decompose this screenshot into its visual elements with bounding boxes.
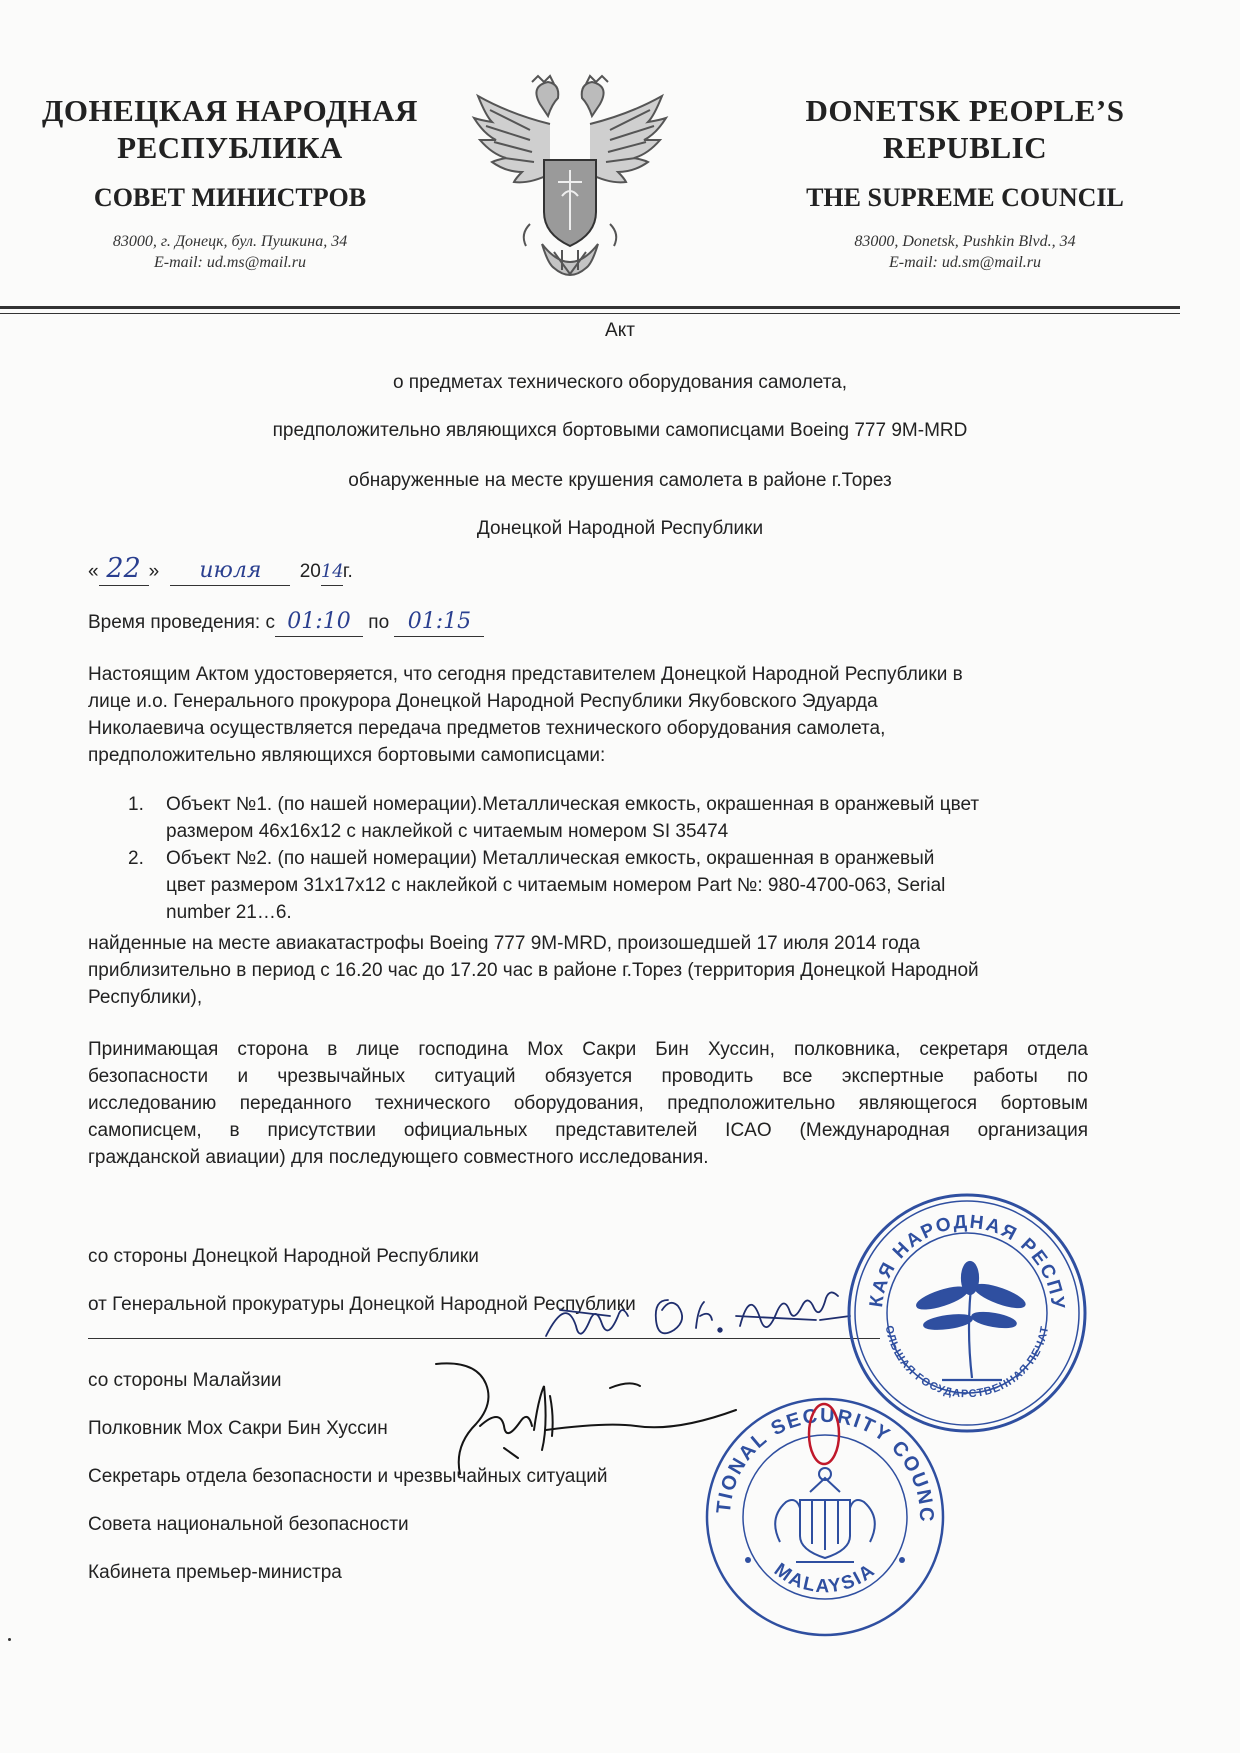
act-subject-line2: предположительно являющихся бортовыми самописцами Boeing 777 9M-MRD [272, 420, 968, 441]
list-item [128, 791, 1088, 845]
header-rule-thin [0, 313, 1180, 314]
svg-text:MALAYSIA [770, 1559, 880, 1597]
intro-line: лице и.о. Генерального прокурора Донецкой Народной Республики Якубовского Эдуарда [88, 691, 878, 712]
header-right-email: E-mail: ud.sm@mail.ru [888, 254, 1042, 271]
date-month: июля [199, 558, 262, 583]
list-item [128, 845, 1088, 926]
time-from-field [275, 608, 363, 637]
act-subject-line4: Донецкой Народной Республики [476, 518, 764, 539]
act-subject-line3: обнаруженные на месте крушения самолета в районе г.Торез [348, 470, 892, 491]
time-from: 01:10 [287, 609, 351, 634]
receiving-line: безопасности и чрезвычайных ситуаций обязуется проводить все экспертные работы по [88, 1066, 1088, 1087]
receiving-paragraph [88, 1036, 1088, 1171]
dpr-seal-text: КАЯ НАРОДНАЯ РЕСПУ [866, 1211, 1069, 1312]
list-item-line: Объект №1. (по нашей номерации).Металлическая емкость, окрашенная в оранжевый цвет [166, 794, 980, 815]
act-time [88, 608, 484, 637]
intro-line: предположительно являющихся бортовыми самописцами: [88, 745, 606, 766]
sign-colonel: Полковник Мох Сакри Бин Хуссин [88, 1418, 388, 1439]
sign-cabinet: Кабинета премьер-министра [88, 1562, 342, 1583]
dpr-seal-bottom-text: ОЛЬШАЯ ГОСУДАРСТВЕННАЯ ПЕЧАТ [882, 1324, 1052, 1401]
header-left-title-line2: РЕСПУБЛИКА [117, 130, 343, 165]
found-line: приблизительно в период с 16.20 час до 17.20 час в районе г.Торез (территория Донецкой Народной [88, 960, 979, 981]
intro-paragraph [88, 661, 1088, 769]
time-to-field [394, 608, 484, 637]
found-line: найденные на месте авиакатастрофы Boeing 777 9M-MRD, произошедшей 17 июля 2014 года [88, 933, 920, 954]
date-year-prefix: 20 [299, 561, 321, 582]
date-year-field [321, 558, 343, 586]
header-right [765, 92, 1165, 273]
objects-list [128, 791, 1088, 926]
double-headed-eagle-emblem-icon [470, 74, 670, 284]
header-left-address: 83000, г. Донецк, бул. Пушкина, 34 [112, 233, 348, 250]
header-left-subtitle: СОВЕТ МИНИСТРОВ [93, 183, 367, 212]
found-line: Республики), [88, 987, 203, 1008]
sign-dpr-office: от Генеральной прокуратуры Донецкой Народной Республики [88, 1294, 636, 1315]
svg-text:NATIONAL SECURITY COUNCIL [700, 1392, 937, 1524]
list-item-number: 2. [128, 848, 144, 869]
receiving-line: Принимающая сторона в лице господина Мох Сакри Бин Хуссин, полковника, секретаря отдела [88, 1039, 1088, 1060]
sign-council: Совета национальной безопасности [88, 1514, 409, 1535]
sign-malaysia-side: со стороны Малайзии [88, 1370, 282, 1391]
date-year-suffix: 14 [320, 561, 344, 582]
receiving-line: исследованию переданного технического оборудования, предположительно являющегося бортовым [88, 1093, 1088, 1114]
date-open-quote: « [88, 561, 99, 582]
found-paragraph [88, 930, 1108, 1011]
header-right-subtitle: THE SUPREME COUNCIL [806, 183, 1124, 212]
sign-dpr-side: со стороны Донецкой Народной Республики [88, 1246, 479, 1267]
date-suffix: г. [342, 561, 353, 582]
date-close-quote: » [148, 561, 160, 582]
malaysia-handwritten-signature [430, 1356, 740, 1486]
header-left-title-line1: ДОНЕЦКАЯ НАРОДНАЯ [42, 93, 418, 128]
receiving-line: гражданской авиации) для последующего совместного исследования. [88, 1147, 709, 1168]
date-day-field [99, 555, 149, 586]
paper-speck [8, 1638, 11, 1641]
act-date [88, 555, 353, 586]
intro-line: Николаевича осуществляется передача предметов технического оборудования самолета, [88, 718, 886, 739]
time-label: Время проведения: с [88, 612, 275, 633]
header-rule-thick [0, 306, 1180, 309]
list-item-line: number 21…6. [166, 902, 292, 923]
list-item-line: размером 46х16х12 с наклейкой с читаемым номером SI 35474 [166, 821, 729, 842]
list-item-line: Объект №2. (по нашей номерации) Металлическая емкость, окрашенная в оранжевый [166, 848, 935, 869]
list-item-line: цвет размером 31х17х12 с наклейкой с читаемым номером Part №: 980-4700-063, Serial [166, 875, 946, 896]
act-subject-line1: о предметах технического оборудования самолета, [392, 372, 848, 393]
intro-line: Настоящим Актом удостоверяется, что сегодня представителем Донецкой Народной Республики в [88, 664, 963, 685]
header-left-email: E-mail: ud.ms@mail.ru [153, 254, 307, 271]
time-to: 01:15 [407, 609, 472, 634]
header-right-title-line1: DONETSK PEOPLE’S [805, 93, 1125, 128]
nsc-seal-text: TIONAL SECURITY COUNC [712, 1404, 938, 1524]
header-right-title-line2: REPUBLIC [882, 130, 1048, 165]
malaysia-nsc-seal-stamp [700, 1392, 950, 1642]
list-item-number: 1. [128, 794, 144, 815]
sign-secretary: Секретарь отдела безопасности и чрезвычайных ситуаций [88, 1466, 608, 1487]
receiving-line: самописцем, в присутствии официальных представителей ICAO (Международная организация [88, 1120, 1088, 1141]
header-left [30, 92, 430, 273]
nsc-seal-bottom-text: MALAYSIA [770, 1559, 880, 1598]
act-title: Акт [605, 320, 635, 341]
date-month-field [170, 557, 290, 586]
time-to-label: по [368, 612, 390, 633]
header-right-address: 83000, Donetsk, Pushkin Blvd., 34 [854, 233, 1076, 250]
date-day: 22 [106, 553, 141, 584]
dpr-handwritten-signature [540, 1286, 880, 1356]
